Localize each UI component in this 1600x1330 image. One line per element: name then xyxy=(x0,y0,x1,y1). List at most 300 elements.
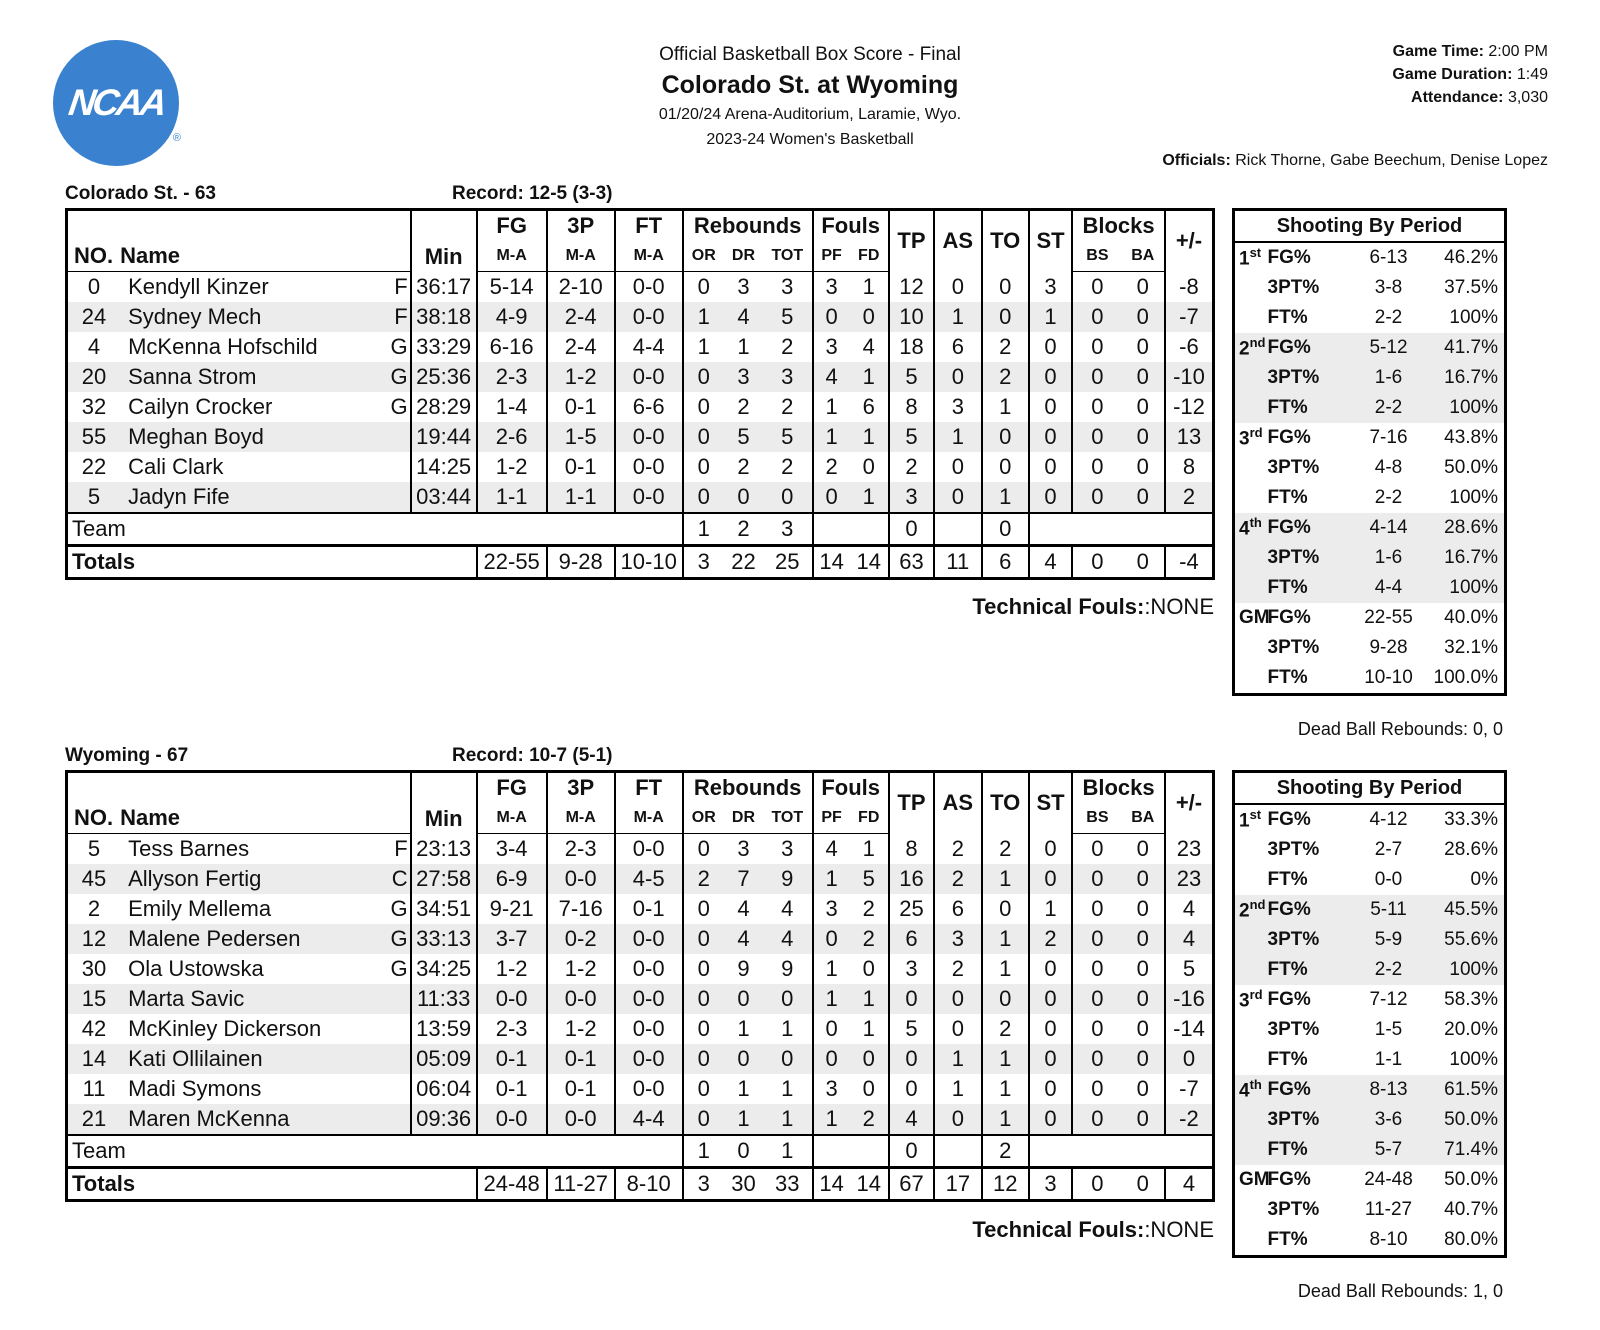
player-row xyxy=(67,954,1214,984)
col-dr-header: DR xyxy=(724,241,763,272)
stat-p3: 0-1 xyxy=(547,1044,615,1074)
stat-bs: 0 xyxy=(1072,924,1121,954)
period-label-empty xyxy=(1234,1015,1268,1045)
totals-to: 6 xyxy=(982,546,1029,579)
stat-ba: 0 xyxy=(1122,924,1165,954)
stat-to: 1 xyxy=(982,1044,1029,1074)
period-label-empty xyxy=(1234,955,1268,985)
player-name: Cailyn Crocker xyxy=(128,394,273,419)
player-name-cell xyxy=(120,332,411,362)
player-number: 12 xyxy=(67,924,121,954)
team1-box-score xyxy=(65,208,1215,580)
stat-ba: 0 xyxy=(1122,1074,1165,1104)
stat-fg: 1-1 xyxy=(477,482,547,513)
player-name-cell xyxy=(120,272,411,303)
stat-to: 1 xyxy=(982,864,1029,894)
team1-dead-ball-rebounds: Dead Ball Rebounds: 0, 0 xyxy=(1297,719,1503,739)
shot-percentage: 45.5% xyxy=(1426,895,1506,925)
shot-type: FT% xyxy=(1268,1135,1352,1165)
team2-box-score xyxy=(65,770,1215,1202)
stat-bs: 0 xyxy=(1091,334,1104,359)
shot-type: FG% xyxy=(1268,333,1352,363)
stat-pf: 1 xyxy=(813,984,850,1014)
period-number: 2 xyxy=(1239,900,1250,922)
totals-ft: 8-10 xyxy=(615,1168,683,1201)
stat-to: 2 xyxy=(982,332,1029,362)
shooting-row xyxy=(1234,333,1506,363)
shot-made-attempted: 7-16 xyxy=(1369,427,1408,448)
totals-as: 11 xyxy=(934,546,981,579)
period-label-empty xyxy=(1234,633,1268,663)
col-st-header: ST xyxy=(1029,210,1072,272)
player-name: Malene Pedersen xyxy=(128,926,301,951)
shot-percentage: 32.1% xyxy=(1444,637,1498,658)
stat-pm: -16 xyxy=(1165,984,1214,1014)
player-row xyxy=(67,422,1214,452)
stat-st: 0 xyxy=(1029,362,1072,392)
player-row xyxy=(67,1104,1214,1135)
period-label xyxy=(1234,423,1268,453)
stat-ba: 0 xyxy=(1122,894,1165,924)
period-suffix: st xyxy=(1249,245,1262,261)
shot-type: FG% xyxy=(1267,607,1311,628)
shooting-row xyxy=(1234,663,1506,695)
shot-type: 3PT% xyxy=(1267,1199,1320,1220)
period-number: 4 xyxy=(1239,1080,1250,1102)
stat-tot: 2 xyxy=(763,452,812,482)
shot-made-attempted: 3-8 xyxy=(1374,277,1403,298)
stat-dr: 1 xyxy=(724,1104,763,1135)
period-suffix: nd xyxy=(1249,335,1266,351)
col-ba-header: BA xyxy=(1122,803,1165,834)
stat-tp: 8 xyxy=(889,834,934,865)
header-row-1 xyxy=(67,210,1214,242)
stat-as: 0 xyxy=(934,452,981,482)
period-suffix: rd xyxy=(1249,987,1263,1003)
period-number: 3 xyxy=(1239,428,1250,450)
period-number: GM xyxy=(1239,1169,1270,1190)
shot-made-attempted: 11-27 xyxy=(1364,1199,1413,1220)
player-number: 2 xyxy=(87,896,101,921)
player-number: 20 xyxy=(67,362,121,392)
shooting-row xyxy=(1234,633,1506,663)
col-ft-header: FT xyxy=(615,210,683,242)
stat-ft: 0-0 xyxy=(615,1044,683,1074)
stat-min: 14:25 xyxy=(411,452,477,482)
stat-to: 0 xyxy=(982,894,1029,924)
player-row xyxy=(67,924,1214,954)
stat-pf: 3 xyxy=(825,896,838,921)
stat-p3: 0-0 xyxy=(547,1104,615,1135)
player-name: Sanna Strom xyxy=(128,364,257,389)
shot-made-attempted: 8-13 xyxy=(1352,1075,1426,1105)
player-number: 55 xyxy=(67,422,121,452)
col-to-header: TO xyxy=(982,772,1029,834)
stat-bs: 0 xyxy=(1091,454,1104,479)
player-name-cell xyxy=(120,302,411,332)
player-row xyxy=(67,452,1214,482)
stat-fd: 2 xyxy=(850,894,889,924)
player-number: 5 xyxy=(67,482,121,513)
player-number: 30 xyxy=(81,956,107,981)
totals-pf: 14 xyxy=(813,1168,850,1201)
stat-st: 0 xyxy=(1029,452,1072,482)
stat-bs: 0 xyxy=(1072,362,1121,392)
period-label-empty xyxy=(1234,453,1268,483)
stat-pm: 23 xyxy=(1165,864,1214,894)
stat-or: 0 xyxy=(683,482,724,513)
empty-cell xyxy=(934,513,981,546)
shot-type: FG% xyxy=(1267,427,1311,448)
stat-pf: 1 xyxy=(825,394,838,419)
stat-or: 0 xyxy=(697,836,710,861)
stat-tp: 4 xyxy=(889,1104,934,1135)
stat-ba: 0 xyxy=(1122,1014,1165,1044)
stat-pf: 4 xyxy=(825,836,838,861)
shot-percentage: 43.8% xyxy=(1444,427,1498,448)
period-label xyxy=(1234,804,1268,835)
period-label-empty xyxy=(1234,573,1268,603)
col-rebounds-header: Rebounds xyxy=(683,772,813,804)
shot-made-attempted: 4-14 xyxy=(1352,513,1426,543)
period-number: GM xyxy=(1239,607,1270,628)
stat-fd: 0 xyxy=(850,302,889,332)
shooting-row xyxy=(1234,1165,1506,1195)
stat-pm: -7 xyxy=(1179,1076,1199,1101)
empty-cell xyxy=(850,1135,889,1168)
team2-shooting-by-period xyxy=(1232,770,1507,1258)
stat-fg: 3-7 xyxy=(477,924,547,954)
col-as-header: AS xyxy=(934,210,981,272)
stat-pf: 2 xyxy=(825,454,838,479)
stat-p3: 0-1 xyxy=(547,392,615,422)
attendance-row: Attendance: 3,030 xyxy=(1411,89,1548,106)
stat-fg: 4-9 xyxy=(477,302,547,332)
period-label-empty xyxy=(1234,835,1268,865)
stat-tp: 3 xyxy=(889,482,934,513)
stat-tot: 5 xyxy=(763,302,812,332)
stat-bs: 0 xyxy=(1091,896,1104,921)
shot-percentage: 0% xyxy=(1470,869,1498,890)
stat-pm: 23 xyxy=(1176,835,1202,861)
stat-pf: 1 xyxy=(813,864,850,894)
stat-fg: 1-2 xyxy=(477,452,547,482)
stat-st: 3 xyxy=(1029,272,1072,303)
header-spacer xyxy=(67,210,411,242)
stat-ft: 0-0 xyxy=(615,924,683,954)
col-3p-header: 3P xyxy=(547,772,615,804)
stat-p3: 1-1 xyxy=(547,482,615,513)
totals-fd: 14 xyxy=(850,546,889,579)
col-3p-ma-header: M-A xyxy=(547,241,615,272)
stat-ft: 0-0 xyxy=(615,984,683,1014)
player-row xyxy=(67,1044,1214,1074)
shot-made-attempted: 2-2 xyxy=(1374,307,1403,328)
period-suffix: th xyxy=(1249,1077,1262,1093)
stat-bs: 0 xyxy=(1091,836,1104,861)
period-label-empty xyxy=(1234,1225,1268,1257)
player-row xyxy=(67,1074,1214,1104)
stat-fg: 2-6 xyxy=(477,422,547,452)
team-or: 1 xyxy=(683,513,724,546)
player-name-cell xyxy=(120,1014,411,1044)
period-label-empty xyxy=(1234,483,1268,513)
col-bs-header: BS xyxy=(1072,803,1121,834)
shot-made-attempted: 4-12 xyxy=(1369,809,1408,830)
team-row xyxy=(67,1135,1214,1168)
stat-as: 1 xyxy=(934,1074,981,1104)
totals-pf: 14 xyxy=(813,546,850,579)
player-number: 24 xyxy=(67,302,121,332)
period-label-empty xyxy=(1234,925,1268,955)
header-spacer xyxy=(67,772,411,804)
stat-min: 33:13 xyxy=(411,924,477,954)
shooting-row xyxy=(1234,573,1506,603)
player-name-cell xyxy=(120,954,411,984)
shot-type: FG% xyxy=(1267,247,1311,268)
shot-made-attempted: 8-10 xyxy=(1369,1229,1408,1250)
stat-bs: 0 xyxy=(1072,482,1121,513)
stat-or: 0 xyxy=(697,454,710,479)
stat-or: 1 xyxy=(697,334,710,359)
player-row xyxy=(67,864,1214,894)
stat-pf: 1 xyxy=(813,1104,850,1135)
stat-min: 11:33 xyxy=(411,984,477,1014)
stat-dr: 3 xyxy=(724,362,763,392)
stat-st: 0 xyxy=(1029,482,1072,513)
period-label-empty xyxy=(1234,663,1268,695)
stat-pm: 8 xyxy=(1182,454,1196,479)
col-fg-ma-header: M-A xyxy=(477,803,547,834)
stat-tot: 1 xyxy=(763,1104,812,1135)
stat-st: 0 xyxy=(1029,984,1072,1014)
shot-type: FG% xyxy=(1268,513,1352,543)
game-date-venue: 01/20/24 Arena-Auditorium, Laramie, Wyo. xyxy=(658,106,962,123)
stat-p3: 0-0 xyxy=(547,984,615,1014)
stat-tp: 3 xyxy=(889,954,934,984)
stat-as: 2 xyxy=(934,834,981,865)
logo-text: NCAA xyxy=(65,82,167,123)
totals-ba: 0 xyxy=(1122,1168,1165,1201)
totals-ba: 0 xyxy=(1122,546,1165,579)
col-blocks-header: Blocks xyxy=(1072,210,1165,242)
col-no-header: NO. xyxy=(67,241,121,272)
col-fd-header: FD xyxy=(850,803,889,834)
shot-percentage: 50.0% xyxy=(1444,457,1498,478)
shot-made-attempted: 5-11 xyxy=(1352,895,1426,925)
stat-fd: 1 xyxy=(850,362,889,392)
player-number: 42 xyxy=(81,1016,107,1041)
stat-as: 2 xyxy=(934,954,981,984)
shot-percentage: 41.7% xyxy=(1426,333,1506,363)
col-pf-header: PF xyxy=(813,803,850,834)
shot-type: 3PT% xyxy=(1268,1105,1352,1135)
col-or-header: OR xyxy=(683,241,724,272)
period-label-empty xyxy=(1234,543,1268,573)
stat-bs: 0 xyxy=(1072,302,1121,332)
player-number: 22 xyxy=(81,454,107,479)
stat-p3: 1-2 xyxy=(547,954,615,984)
col-tot-header: TOT xyxy=(763,803,812,834)
stat-tp: 10 xyxy=(889,302,934,332)
stat-dr: 1 xyxy=(737,334,750,359)
team-tot: 3 xyxy=(763,513,812,546)
period-label xyxy=(1234,985,1268,1015)
shot-type: 3PT% xyxy=(1267,277,1320,298)
player-number: 11 xyxy=(82,1076,106,1101)
team2-technical-fouls: Technical Fouls::NONE xyxy=(972,1217,1214,1242)
shot-type: FT% xyxy=(1268,393,1352,423)
stat-pm: 4 xyxy=(1182,896,1196,921)
stat-min: 34:25 xyxy=(411,954,477,984)
stat-ba: 0 xyxy=(1122,1044,1165,1074)
stat-bs: 0 xyxy=(1072,1104,1121,1135)
col-as-header: AS xyxy=(934,772,981,834)
stat-ft: 6-6 xyxy=(615,392,683,422)
col-no-header: NO. xyxy=(67,803,121,834)
player-name: Sydney Mech xyxy=(128,304,262,329)
player-row xyxy=(67,1014,1214,1044)
stat-ba: 0 xyxy=(1122,864,1165,894)
stat-tp: 5 xyxy=(889,422,934,452)
stat-min: 34:51 xyxy=(411,894,477,924)
shot-made-attempted: 24-48 xyxy=(1364,1169,1413,1190)
player-row xyxy=(67,984,1214,1014)
stat-ba: 0 xyxy=(1122,362,1165,392)
stat-tot: 3 xyxy=(763,272,812,303)
totals-ft: 10-10 xyxy=(615,546,683,579)
shot-percentage: 71.4% xyxy=(1426,1135,1506,1165)
player-name-cell xyxy=(120,924,411,954)
col-fg-ma-header: M-A xyxy=(477,241,547,272)
period-label xyxy=(1234,1165,1268,1195)
shot-percentage: 100.0% xyxy=(1433,667,1498,688)
stat-as: 2 xyxy=(934,864,981,894)
stat-ft: 0-0 xyxy=(615,422,683,452)
totals-dr: 22 xyxy=(724,546,763,579)
ncaa-logo xyxy=(53,40,179,166)
stat-or: 0 xyxy=(683,984,724,1014)
totals-p3: 11-27 xyxy=(547,1168,615,1201)
col-ft-ma-header: M-A xyxy=(615,803,683,834)
stat-pf: 0 xyxy=(813,302,850,332)
team-dr: 2 xyxy=(724,513,763,546)
logo-registered-mark: ® xyxy=(172,132,181,144)
player-row xyxy=(67,482,1214,513)
shot-made-attempted: 6-13 xyxy=(1369,247,1408,268)
stat-dr: 3 xyxy=(737,836,750,861)
empty-cell xyxy=(813,1135,850,1168)
empty-cell xyxy=(1122,1135,1165,1168)
shot-type: FT% xyxy=(1268,573,1352,603)
stat-tp: 5 xyxy=(889,362,934,392)
player-position: F xyxy=(394,274,408,299)
shot-percentage: 33.3% xyxy=(1444,809,1498,830)
stat-dr: 1 xyxy=(737,1016,750,1041)
stat-fd: 1 xyxy=(850,422,889,452)
period-number: 1 xyxy=(1239,248,1250,270)
shooting-header-row xyxy=(1234,210,1506,243)
stat-pf: 0 xyxy=(813,924,850,954)
shot-type: FT% xyxy=(1267,487,1308,508)
col-min-header: Min xyxy=(411,772,477,834)
stat-pm: 4 xyxy=(1165,924,1214,954)
totals-pm: -4 xyxy=(1165,546,1214,579)
stat-fd: 1 xyxy=(850,984,889,1014)
empty-cell xyxy=(1029,1135,1072,1168)
stat-bs: 0 xyxy=(1091,956,1104,981)
stat-tot: 1 xyxy=(763,1074,812,1104)
stat-or: 2 xyxy=(683,864,724,894)
stat-min: 36:17 xyxy=(411,272,477,303)
stat-fd: 2 xyxy=(850,1104,889,1135)
stat-tot: 1 xyxy=(763,1014,812,1044)
shot-percentage: 55.6% xyxy=(1426,925,1506,955)
stat-or: 0 xyxy=(697,1016,710,1041)
col-or-header: OR xyxy=(683,803,724,834)
shot-percentage: 100% xyxy=(1449,1049,1498,1070)
stat-as: 1 xyxy=(934,1044,981,1074)
stat-to: 0 xyxy=(982,422,1029,452)
stat-ba: 0 xyxy=(1122,954,1165,984)
player-position: G xyxy=(390,956,408,981)
stat-to: 1 xyxy=(982,954,1029,984)
col-blocks-header: Blocks xyxy=(1072,772,1165,804)
stat-pm: -8 xyxy=(1179,273,1199,299)
stat-min: 19:44 xyxy=(411,422,477,452)
stat-as: 0 xyxy=(934,1104,981,1135)
stat-as: 0 xyxy=(934,362,981,392)
totals-label: Totals xyxy=(67,546,477,579)
stat-tot: 0 xyxy=(763,1044,812,1074)
stat-or: 1 xyxy=(683,302,724,332)
empty-cell xyxy=(1165,513,1214,546)
player-number: 45 xyxy=(67,864,121,894)
stat-fg: 0-0 xyxy=(477,1104,547,1135)
stat-to: 2 xyxy=(982,1014,1029,1044)
stat-fg: 6-9 xyxy=(477,864,547,894)
totals-tot: 25 xyxy=(763,546,812,579)
stat-pf: 0 xyxy=(813,1044,850,1074)
stat-ba: 0 xyxy=(1122,834,1165,865)
stat-fg: 2-3 xyxy=(477,362,547,392)
shooting-row xyxy=(1234,423,1506,453)
stat-ba: 0 xyxy=(1122,1104,1165,1135)
shooting-row xyxy=(1234,895,1506,925)
empty-cell xyxy=(1072,1135,1121,1168)
team-row xyxy=(67,513,1214,546)
period-label-empty xyxy=(1234,273,1268,303)
player-position: C xyxy=(391,866,408,891)
team-tp: 0 xyxy=(889,1135,934,1168)
player-row xyxy=(67,332,1214,362)
shot-type: 3PT% xyxy=(1267,457,1320,478)
totals-fg: 22-55 xyxy=(477,546,547,579)
shot-percentage: 100% xyxy=(1449,487,1498,508)
totals-st: 4 xyxy=(1029,546,1072,579)
stat-to: 1 xyxy=(982,1074,1029,1104)
shot-percentage: 58.3% xyxy=(1444,989,1498,1010)
period-label-empty xyxy=(1234,303,1268,333)
stat-dr: 0 xyxy=(724,482,763,513)
stat-as: 0 xyxy=(934,1014,981,1044)
stat-p3: 0-1 xyxy=(547,452,615,482)
game-time-row: Game Time: 2:00 PM xyxy=(1392,43,1548,60)
col-3p-ma-header: M-A xyxy=(547,803,615,834)
stat-p3: 0-2 xyxy=(547,924,615,954)
shot-made-attempted: 2-2 xyxy=(1352,955,1426,985)
stat-fg: 3-4 xyxy=(477,834,547,865)
